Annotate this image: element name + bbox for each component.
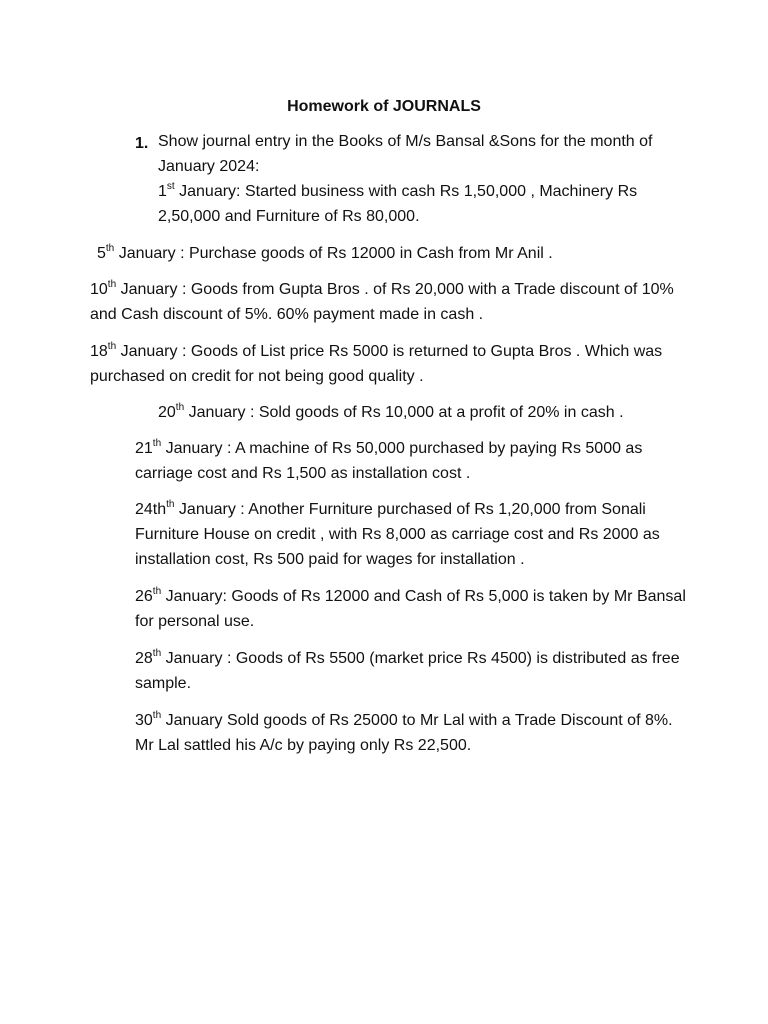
entry-day: 10: [90, 281, 108, 298]
entry-text: January Sold goods of Rs 25000 to Mr Lal with a Trade Discount of 8%. Mr Lal sattled his A/c by paying only Rs 22,500.: [135, 712, 673, 754]
entry-text: January : Purchase goods of Rs 12000 in Cash from Mr Anil .: [114, 245, 553, 262]
entry-text: January: Started business with cash Rs 1,50,000 , Machinery Rs 2,50,000 and Furniture of Rs 80,000.: [158, 183, 638, 225]
entry-day-suffix: th: [105, 242, 115, 254]
entry-jan-26: [135, 584, 695, 634]
entry-day: 28: [135, 650, 153, 667]
entry-day: 18: [90, 343, 108, 360]
entry-day-suffix: th: [152, 437, 162, 449]
entry-day: 24th: [135, 501, 167, 518]
entry-jan-10: [90, 277, 690, 327]
question-intro: Show journal entry in the Books of M/s Bansal &Sons for the month of January 2024:: [158, 133, 653, 175]
entry-text: January : Goods of Rs 5500 (market price Rs 4500) is distributed as free sample.: [135, 650, 680, 692]
entry-jan-30: [135, 708, 695, 758]
entry-day: 5: [97, 245, 106, 262]
entry-day: 21: [135, 440, 153, 457]
document-title: Homework of JOURNALS: [287, 98, 481, 115]
entry-day: 1: [158, 183, 167, 200]
entry-jan-21: [135, 436, 695, 486]
entry-text: January : A machine of Rs 50,000 purchased by paying Rs 5000 as carriage cost and Rs 1,500 as installation cost .: [135, 440, 643, 482]
entry-jan-24: [135, 497, 695, 572]
entry-day-suffix: th: [152, 585, 162, 597]
entry-day-suffix: th: [152, 709, 162, 721]
entry-jan-20: [158, 400, 718, 425]
entry-day-suffix: th: [107, 278, 117, 290]
entry-day-suffix: th: [166, 498, 175, 510]
entry-jan-18: [90, 339, 690, 389]
entry-day: 26: [135, 588, 153, 605]
entry-jan-28: [135, 646, 695, 696]
entry-text: January : Sold goods of Rs 10,000 at a profit of 20% in cash .: [184, 404, 624, 421]
entry-jan-1: [158, 179, 678, 229]
entry-day-suffix: st: [166, 180, 175, 192]
question-number: 1.: [135, 135, 149, 152]
entry-text: January : Another Furniture purchased of Rs 1,20,000 from Sonali Furniture House on credit , with Rs 8,000 as carriage cost and Rs 2000 as installation cost, Rs 500 paid for wages for installation .: [135, 501, 660, 568]
entry-day-suffix: th: [152, 647, 162, 659]
entry-day-suffix: th: [175, 401, 185, 413]
entry-day: 20: [158, 404, 176, 421]
entry-jan-5: [97, 241, 717, 266]
entry-text: January: Goods of Rs 12000 and Cash of Rs 5,000 is taken by Mr Bansal for personal use.: [135, 588, 686, 630]
entry-text: January : Goods of List price Rs 5000 is returned to Gupta Bros . Which was purchased on credit for not being good quality .: [90, 343, 663, 385]
entry-text: January : Goods from Gupta Bros . of Rs 20,000 with a Trade discount of 10% and Cash discount of 5%. 60% payment made in cash .: [90, 281, 674, 323]
entry-day-suffix: th: [107, 340, 117, 352]
entry-day: 30: [135, 712, 153, 729]
